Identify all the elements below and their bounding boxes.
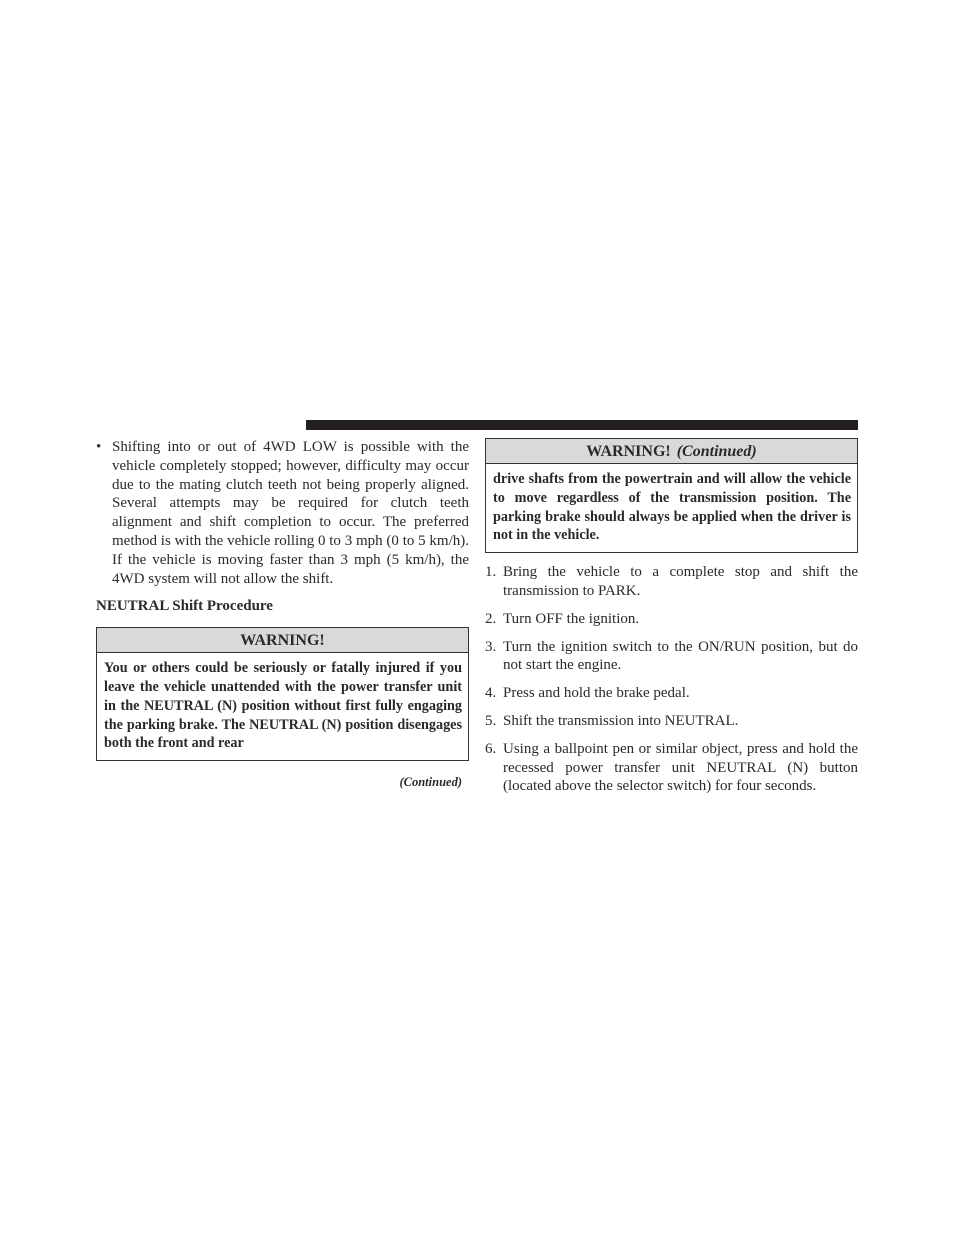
warning-header bbox=[97, 628, 468, 653]
step-number: 2. bbox=[485, 610, 497, 627]
right-column bbox=[485, 438, 858, 805]
bullet-icon: • bbox=[96, 439, 102, 455]
step-text: Turn OFF the ignition. bbox=[503, 610, 640, 627]
procedure-steps bbox=[485, 563, 858, 796]
left-column bbox=[96, 438, 469, 792]
bullet-text: Shifting into or out of 4WD LOW is possible with the vehicle completely stopped; however, difficulty may occur due to the mating clutch teeth not being properly aligned. Several attempts may be required for clutch teeth alignment and shift completion to occur. The preferred method is with the vehicle rolling 0 to 3 mph (0 to 5 km/h). If the vehicle is moving faster than 3 mph (5 km/h), the 4WD system will not allow the shift. bbox=[112, 439, 469, 587]
step-text: Turn the ignition switch to the ON/RUN position, but do not start the engine. bbox=[503, 638, 858, 674]
list-item bbox=[485, 712, 858, 731]
step-number: 4. bbox=[485, 685, 497, 702]
warning-body: You or others could be seriously or fatally injured if you leave the vehicle unattended with the power transfer unit in the NEUTRAL (N) position without first fully engaging the parking brake. The NEUTRAL (N) position disengages both the front and rear bbox=[104, 660, 462, 752]
warning-title: WARNING! bbox=[240, 632, 325, 650]
warning-title: WARNING! bbox=[586, 443, 671, 460]
step-text: Press and hold the brake pedal. bbox=[503, 685, 690, 702]
warning-box bbox=[96, 627, 469, 761]
warning-box-continued bbox=[485, 438, 858, 553]
list-item bbox=[485, 740, 858, 796]
step-text: Using a ballpoint pen or similar object, press and hold the recessed power transfer unit NEUTRAL (N) button (located above the selector switch) for four seconds. bbox=[503, 740, 858, 795]
continued-note: (Continued) bbox=[399, 775, 462, 790]
list-item bbox=[485, 684, 858, 703]
bullet-item bbox=[96, 438, 469, 588]
list-item bbox=[485, 638, 858, 676]
list-item bbox=[485, 610, 858, 629]
section-heading: NEUTRAL Shift Procedure bbox=[96, 598, 273, 615]
list-item bbox=[485, 563, 858, 601]
warning-title-suffix: (Continued) bbox=[676, 443, 757, 460]
step-number: 5. bbox=[485, 712, 497, 729]
step-text: Bring the vehicle to a complete stop and shift the transmission to PARK. bbox=[503, 564, 858, 599]
step-number: 1. bbox=[485, 564, 497, 581]
warning-header bbox=[486, 439, 857, 464]
step-number: 3. bbox=[485, 638, 497, 655]
step-text: Shift the transmission into NEUTRAL. bbox=[503, 712, 739, 729]
step-number: 6. bbox=[485, 740, 497, 757]
warning-body: drive shafts from the powertrain and will allow the vehicle to move regardless of the transmission position. The parking brake should always be applied when the driver is not in the vehicle. bbox=[493, 471, 851, 544]
page-header-bar bbox=[306, 420, 858, 430]
